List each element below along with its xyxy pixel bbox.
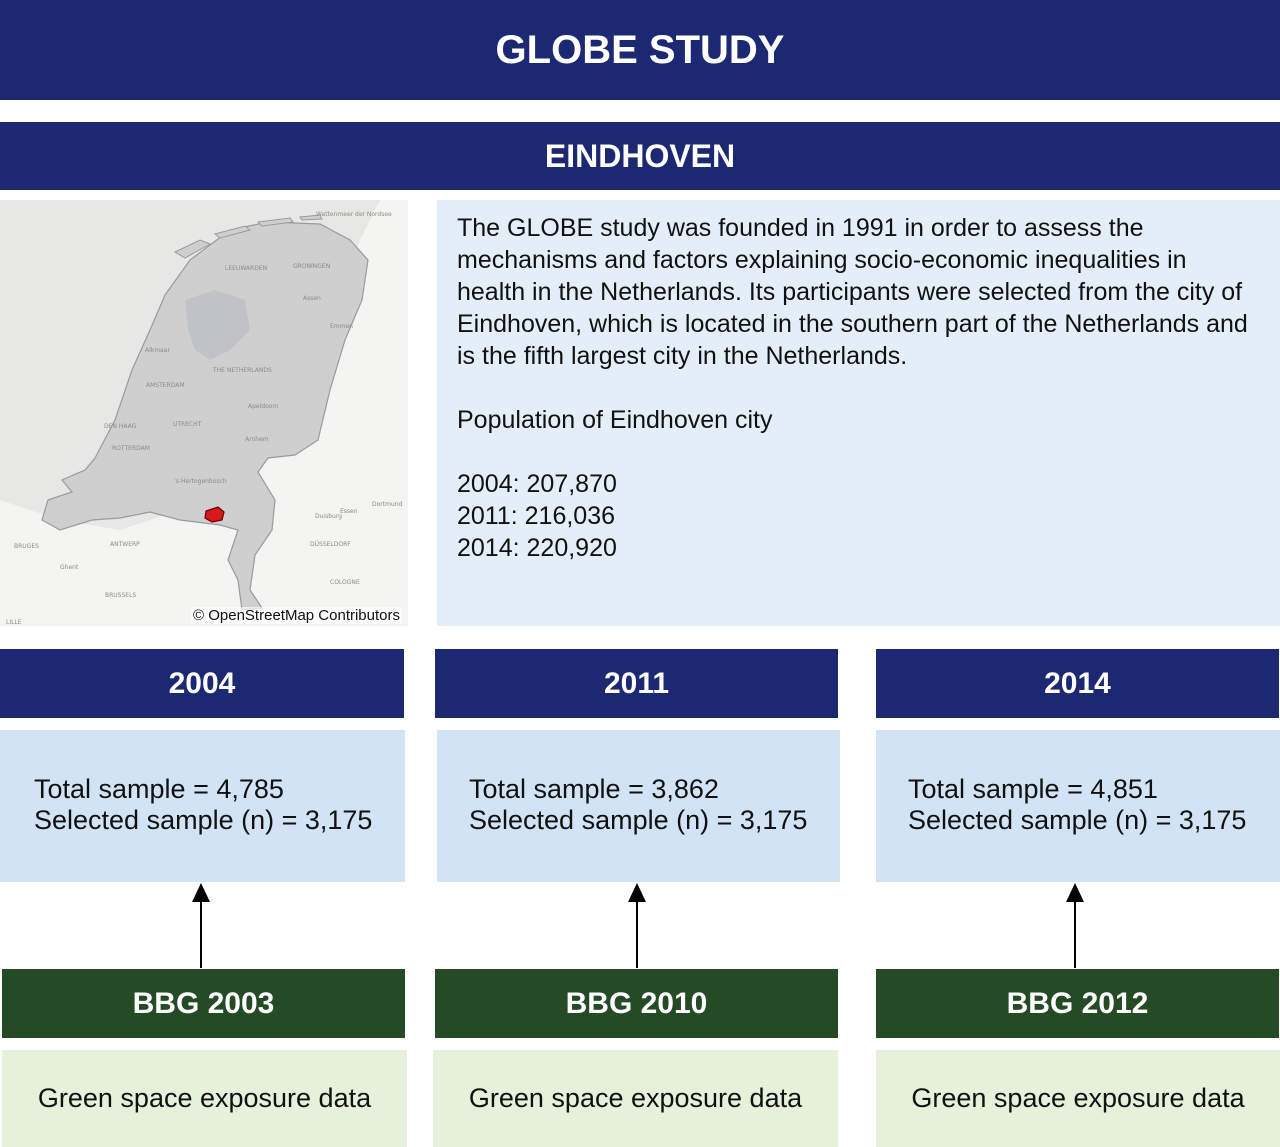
map-label: Arnhem <box>245 436 269 443</box>
map-label: LILLE <box>6 619 22 626</box>
bbg-header-2010: BBG 2010 <box>435 969 838 1038</box>
selected-sample: Selected sample (n) = 3,175 <box>469 805 808 835</box>
arrow-up-icon <box>627 882 647 969</box>
population-list <box>457 468 1260 564</box>
selected-sample: Selected sample (n) = 3,175 <box>34 805 373 835</box>
map-label: Alkmaar <box>145 347 170 354</box>
map-attribution: © OpenStreetMap Contributors <box>193 607 400 624</box>
year-header-2011: 2011 <box>435 649 838 718</box>
sample-box-2004 <box>0 730 405 882</box>
map-label: BRUGES <box>14 543 39 550</box>
map-label: Essen <box>340 508 358 515</box>
study-title: GLOBE STUDY <box>0 0 1280 100</box>
total-sample: Total sample = 3,862 <box>469 774 719 804</box>
bbg-header-2003: BBG 2003 <box>2 969 405 1038</box>
map-label: ROTTERDAM <box>112 445 150 452</box>
sample-box-2011 <box>437 730 840 882</box>
arrow-up-icon <box>191 882 211 969</box>
map-label: Assen <box>303 295 321 302</box>
map-label: DEN HAAG <box>104 423 137 430</box>
green-space-box-2012: Green space exposure data <box>876 1050 1280 1147</box>
selected-sample: Selected sample (n) = 3,175 <box>908 805 1247 835</box>
year-header-2014: 2014 <box>876 649 1279 718</box>
netherlands-map <box>0 200 408 626</box>
map-label: DÜSSELDORF <box>310 541 351 548</box>
map-label: Duisburg <box>315 513 342 520</box>
year-header-2004: 2004 <box>0 649 404 718</box>
population-heading: Population of Eindhoven city <box>457 406 773 434</box>
map-label: Apeldoorn <box>248 403 279 410</box>
map-label: Ghent <box>60 564 79 571</box>
map-label: Wattenmeer der Nordsee <box>316 211 392 218</box>
population-item: 2004: 207,870 <box>457 470 617 498</box>
city-title: EINDHOVEN <box>0 122 1280 190</box>
map-label: Dortmund <box>372 501 403 508</box>
map-label: ANTWERP <box>110 541 140 548</box>
map-label: THE NETHERLANDS <box>213 367 272 374</box>
study-description-panel <box>437 200 1280 626</box>
population-item: 2011: 216,036 <box>457 502 616 530</box>
total-sample: Total sample = 4,851 <box>908 774 1158 804</box>
map-graphic <box>0 200 408 626</box>
map-label: GRONINGEN <box>293 263 331 270</box>
population-item: 2014: 220,920 <box>457 534 617 562</box>
map-label: Emmen <box>330 323 353 330</box>
study-intro: The GLOBE study was founded in 1991 in order to assess the mechanisms and factors explaining socio-economic inequalities in health in the Netherlands. Its participants were selected from the city of Eindhoven, which is located in the southern part of the Netherlands and is the fifth largest city in the Netherlands. <box>457 214 1248 370</box>
map-label: BRUSSELS <box>105 592 137 599</box>
sample-box-2014 <box>876 730 1280 882</box>
map-label: COLOGNE <box>330 579 360 586</box>
arrow-up-icon <box>1065 882 1085 969</box>
map-label: AMSTERDAM <box>146 382 185 389</box>
total-sample: Total sample = 4,785 <box>34 774 284 804</box>
bbg-header-2012: BBG 2012 <box>876 969 1279 1038</box>
map-label: 's-Hertogenbosch <box>174 478 227 485</box>
map-label: UTRECHT <box>173 421 202 428</box>
map-label: LEEUWARDEN <box>225 265 268 272</box>
green-space-box-2010: Green space exposure data <box>433 1050 838 1147</box>
green-space-box-2003: Green space exposure data <box>2 1050 407 1147</box>
